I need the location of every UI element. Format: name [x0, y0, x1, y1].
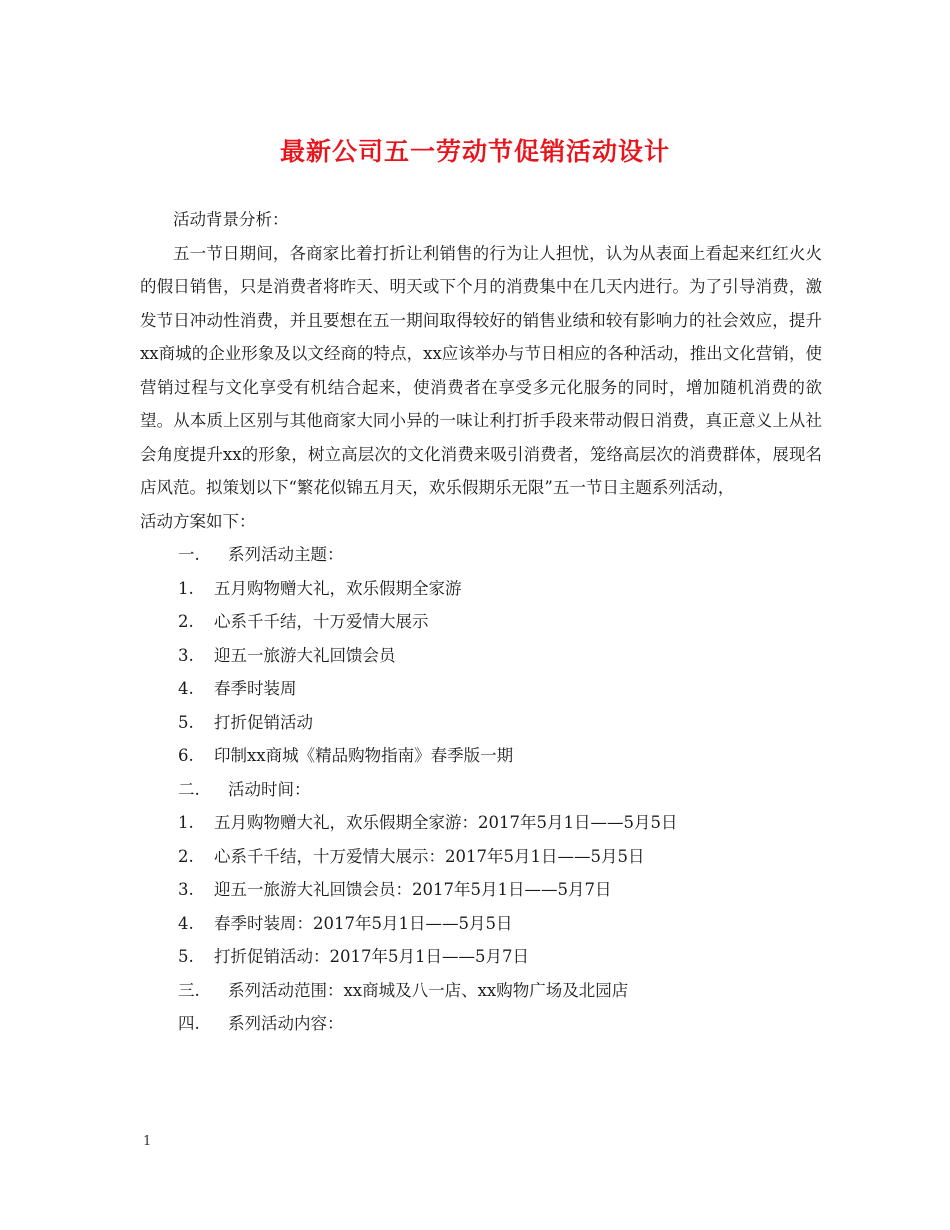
item-text: 心系千千结，十万爱情大展示：2017年5月1日——5月5日 [214, 846, 645, 866]
item-text: 打折促销活动：2017年5月1日——5月7日 [214, 947, 529, 966]
list-item [140, 940, 822, 974]
list-item [140, 672, 822, 706]
section-label: 系列活动主题： [228, 545, 344, 564]
section-heading-scope [140, 974, 822, 1008]
item-text: 迎五一旅游大礼回馈会员：2017年5月1日——5月7日 [214, 880, 612, 899]
item-number: 4. [178, 679, 194, 698]
section-heading-time [140, 773, 822, 807]
item-number: 2. [178, 846, 194, 866]
item-text: 印制xx商城《精品购物指南》春季版一期 [214, 746, 514, 765]
item-text: 五月购物赠大礼，欢乐假期全家游：2017年5月1日——5月5日 [214, 813, 678, 832]
list-item [140, 806, 822, 840]
list-item [140, 639, 822, 673]
section-number: 一. [178, 545, 200, 564]
item-text: 心系千千结，十万爱情大展示 [214, 612, 429, 631]
item-text: 迎五一旅游大礼回馈会员 [214, 645, 396, 665]
document-body [140, 203, 822, 1041]
list-item [140, 840, 822, 874]
background-heading: 活动背景分析： [173, 210, 289, 229]
background-paragraph: 五一节日期间，各商家比着打折让利销售的行为让人担忧，认为从表面上看起来红红火火的假日销售，只是消费者将昨天、明天或下个月的消费集中在几天内进行。为了引导消费，激发节日冲动性消费，并且要想在五一期间取得较好的销售业绩和较有影响力的社会效应，提升xx商城的企业形象及以文经商的特点，xx应该举办与节日相应的各种活动，推出文化营销，使营销过程与文化享受有机结合起来，使消费者在享受多元化服务的同时，增加随机消费的欲望。从本质上区别与其他商家大同小异的一味让利打折手段来带动假日消费，真正意义上从社会角度提升xx的形象，树立高层次的文化消费来吸引消费者，笼络高层次的消费群体，展现名店风范。拟策划以下“繁花似锦五月天，欢乐假期乐无限”五一节日主题系列活动， [140, 243, 822, 497]
item-number: 1. [178, 578, 194, 598]
item-number: 3. [178, 880, 194, 899]
item-number: 5. [178, 712, 194, 732]
item-text: 春季时装周 [214, 679, 297, 698]
section-number: 四. [178, 1014, 200, 1033]
section-label: 活动时间： [228, 779, 311, 799]
list-item [140, 706, 822, 740]
item-number: 2. [178, 612, 194, 631]
item-number: 3. [178, 645, 194, 665]
section-heading-content [140, 1007, 822, 1041]
section-heading-themes [140, 538, 822, 572]
section-number: 二. [178, 779, 200, 799]
list-item [140, 907, 822, 941]
item-number: 4. [178, 913, 194, 933]
item-number: 1. [178, 813, 194, 832]
list-item [140, 873, 822, 907]
list-item [140, 605, 822, 639]
item-text: 五月购物赠大礼，欢乐假期全家游 [214, 578, 462, 598]
plan-intro: 活动方案如下： [140, 511, 256, 531]
list-item [140, 739, 822, 773]
item-text: 打折促销活动 [214, 712, 313, 732]
item-number: 6. [178, 746, 194, 765]
item-text: 春季时装周：2017年5月1日——5月5日 [214, 913, 513, 933]
item-number: 5. [178, 947, 194, 966]
list-item [140, 572, 822, 606]
document-title: 最新公司五一劳动节促销活动设计 [279, 137, 670, 166]
section-label: 系列活动范围：xx商城及八一店、xx购物广场及北园店 [228, 980, 629, 1000]
section-label: 系列活动内容： [228, 1014, 344, 1033]
section-number: 三. [178, 980, 200, 1000]
page-number: 1 [143, 1134, 152, 1149]
